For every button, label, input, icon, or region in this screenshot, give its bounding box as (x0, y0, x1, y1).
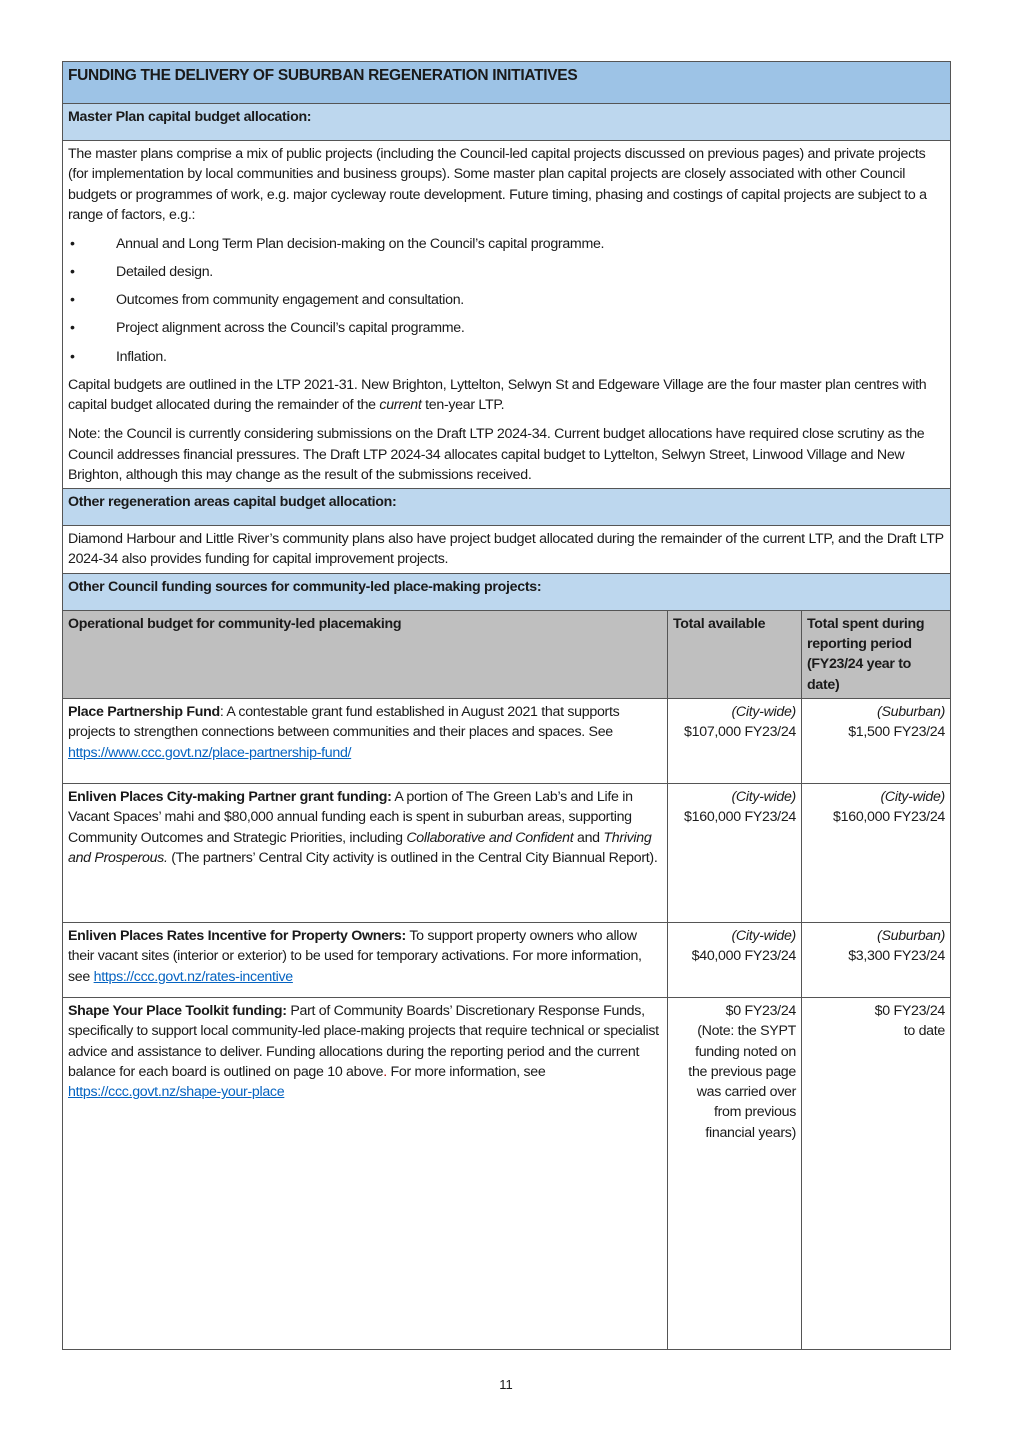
section-title: FUNDING THE DELIVERY OF SUBURBAN REGENERATION INITIATIVES (63, 62, 951, 104)
table-row (63, 698, 951, 783)
shape-your-place-link[interactable]: https://ccc.govt.nz/shape-your-place (68, 1084, 285, 1101)
table-row (63, 783, 951, 922)
column-header-total-available: Total available (668, 610, 802, 698)
capital-budgets-paragraph: Capital budgets are outlined in the LTP 2021-31. New Brighton, Lyttelton, Selwyn St and Edgeware Village are the four master plan centres with capital budget allocated during the remainder of the current ten-year LTP. (68, 376, 927, 413)
other-regeneration-text: Diamond Harbour and Little River’s community plans also have project budget allocated during the remainder of the current LTP, and the Draft LTP 2024-34 also provides funding for capital improvement projects. (63, 526, 951, 574)
table-row (63, 997, 951, 1349)
funding-table (62, 61, 951, 1350)
sypt-note: (Note: the SYPT funding noted on the previous page was carried over from previous financial years) (688, 1023, 796, 1141)
rates-incentive-link[interactable]: https://ccc.govt.nz/rates-incentive (93, 968, 293, 985)
fund-description: Enliven Places Rates Incentive for Property Owners: To support property owners who allow their vacant sites (interior or exterior) to be used for temporary activations. For more information, see https://ccc.govt.nz/rates-incentive (63, 922, 668, 997)
total-spent: $0 FY23/24 to date (802, 997, 951, 1349)
list-item: • Inflation. (68, 347, 945, 367)
total-spent: (Suburban) $1,500 FY23/24 (802, 698, 951, 783)
total-available: (City-wide) $160,000 FY23/24 (668, 783, 802, 922)
other-funding-heading: Other Council funding sources for community-led place-making projects: (63, 573, 951, 610)
fund-description: Enliven Places City-making Partner grant funding: A portion of The Green Lab’s and Life in Vacant Spaces’ mahi and $80,000 annual funding each is spent in suburban areas, supporting Community Outcomes and Strategic Priorities, including Collaborative and Confident and Thriving and Prosperous. (The partners’ Central City activity is outlined in the Central City Biannual Report). (63, 783, 668, 922)
fund-name: Enliven Places Rates Incentive for Property Owners: (68, 927, 406, 944)
table-header-row (63, 610, 951, 698)
total-available: $0 FY23/24 (Note: the SYPT funding noted on the previous page was carried over from previous financial years) (668, 997, 802, 1349)
bullet-icon: • (70, 320, 75, 337)
table-row (63, 922, 951, 997)
bullet-icon: • (70, 236, 75, 253)
list-item: • Outcomes from community engagement and consultation. (68, 290, 945, 310)
fund-name: Enliven Places City-making Partner grant funding: (68, 788, 392, 805)
master-plan-intro: The master plans comprise a mix of public projects (including the Council-led capital projects discussed on previous pages) and private projects (for implementation by local communities and business groups). Some master plan capital projects are closely associated with other Council budgets or programmes of work, e.g. major cycleway route development. Future timing, phasing and costings of capital projects are subject to a range of factors, e.g.: (68, 146, 927, 223)
draft-ltp-note: Note: the Council is currently considering submissions on the Draft LTP 2024-34. Current budget allocations have required close scrutiny as the Council addresses financial pressures. The Draft LTP 2024-34 allocates capital budget to Lyttelton, Selwyn Street, Linwood Village and New Brighton, although this may change as the result of the submissions received. (68, 426, 925, 483)
fund-description: Place Partnership Fund: A contestable grant fund established in August 2021 that supports projects to strengthen connections between communities and their places and spaces. See https://www.ccc.govt.nz/place-partnership-fund/ (63, 698, 668, 783)
page-number: 11 (499, 1377, 513, 1392)
master-plan-heading: Master Plan capital budget allocation: (63, 104, 951, 141)
list-item: • Project alignment across the Council’s capital programme. (68, 318, 945, 338)
fund-name: Shape Your Place Toolkit funding: (68, 1002, 287, 1019)
column-header-total-spent: Total spent during reporting period (FY23/24 year to date) (802, 610, 951, 698)
factors-list (68, 234, 945, 367)
master-plan-body (63, 141, 951, 489)
fund-description: Shape Your Place Toolkit funding: Part of Community Boards’ Discretionary Response Funds, specifically to support local community-led place-making projects that require technical or specialist advice and assistance to deliver. Funding allocations during the reporting period and the current balance for each board is outlined on page 10 above. For more information, see https://ccc.govt.nz/shape-your-place (63, 997, 668, 1349)
list-item: • Annual and Long Term Plan decision-making on the Council’s capital programme. (68, 234, 945, 254)
bullet-icon: • (70, 348, 75, 365)
total-available: (City-wide) $107,000 FY23/24 (668, 698, 802, 783)
bullet-icon: • (70, 292, 75, 309)
column-header-operational-budget: Operational budget for community-led placemaking (63, 610, 668, 698)
total-spent: (City-wide) $160,000 FY23/24 (802, 783, 951, 922)
list-item: • Detailed design. (68, 262, 945, 282)
total-available: (City-wide) $40,000 FY23/24 (668, 922, 802, 997)
fund-name: Place Partnership Fund (68, 703, 220, 720)
bullet-icon: • (70, 264, 75, 281)
other-regeneration-heading: Other regeneration areas capital budget allocation: (63, 489, 951, 526)
place-partnership-fund-link[interactable]: https://www.ccc.govt.nz/place-partnership-fund/ (68, 744, 352, 761)
total-spent: (Suburban) $3,300 FY23/24 (802, 922, 951, 997)
